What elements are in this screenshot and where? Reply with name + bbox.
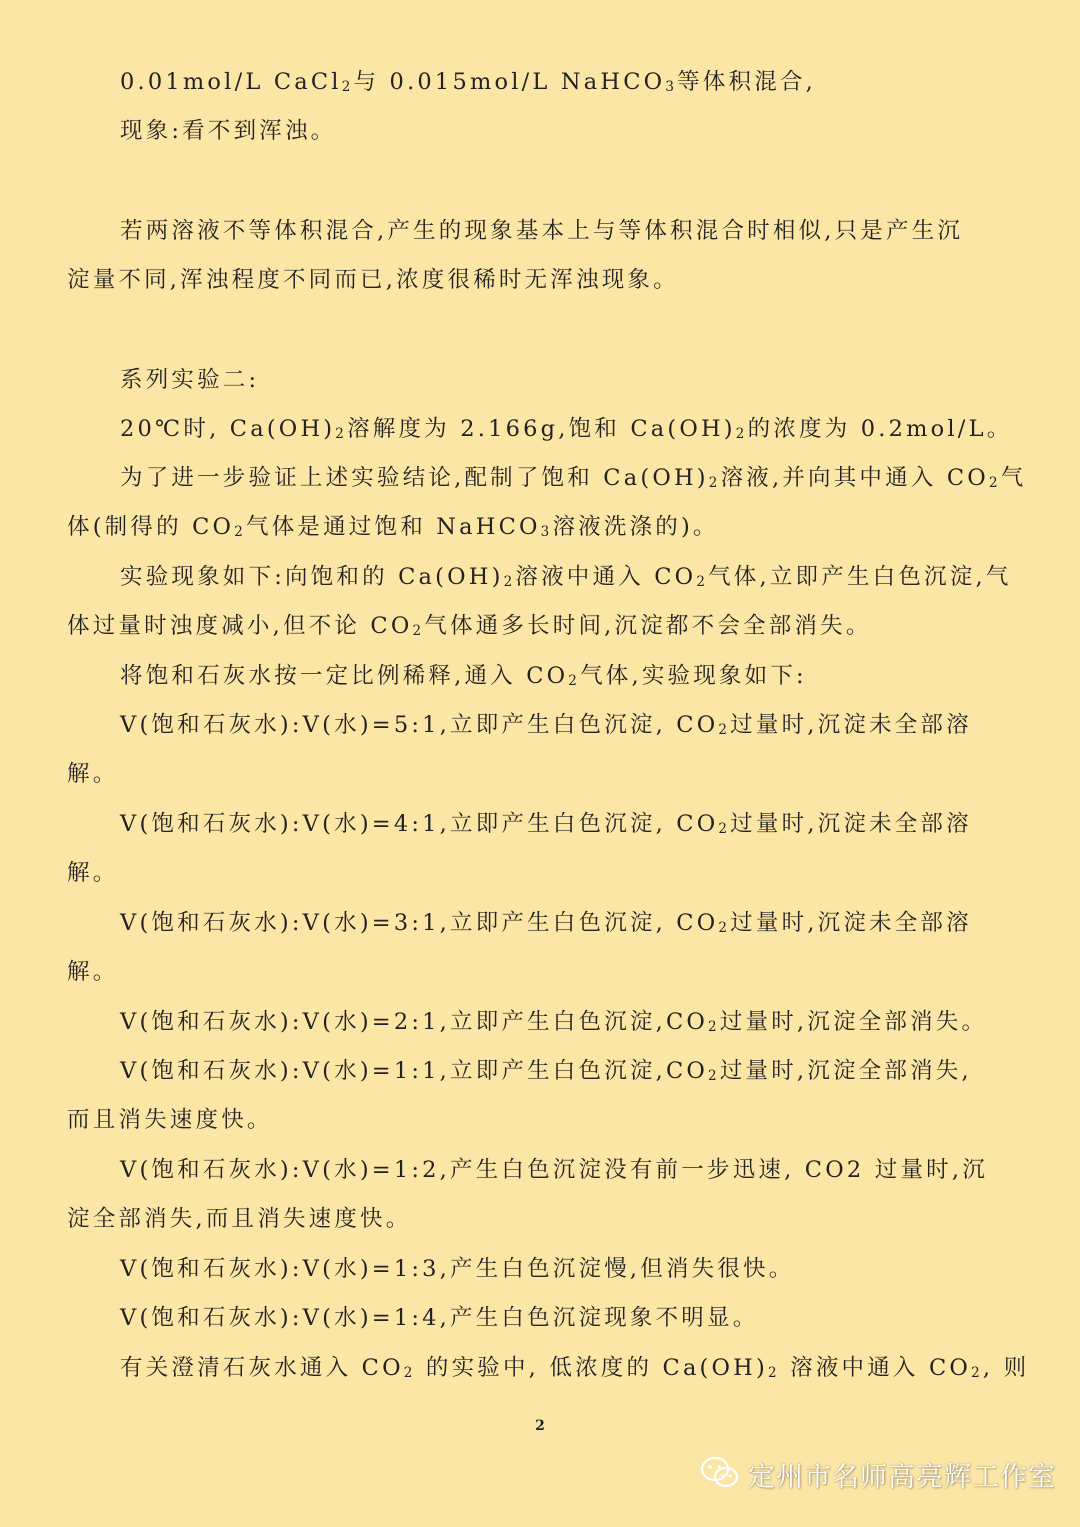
text-segment: V(饱和石灰水):V(水)=3:1,立即产生白色沉淀, CO — [120, 910, 719, 936]
text-line — [120, 216, 1020, 246]
subscript: 2 — [767, 1365, 780, 1381]
text-segment: V(饱和石灰水):V(水)=1:2,产生白色沉淀没有前一步迅速, CO2 过量时,沉 — [120, 1157, 988, 1183]
subscript: 2 — [503, 574, 516, 590]
text-line — [120, 116, 1020, 146]
text-line — [67, 265, 1017, 295]
text-segment: 现象:看不到浑浊。 — [120, 118, 337, 144]
subscript: 2 — [718, 821, 731, 837]
text-segment: 为了进一步验证上述实验结论,配制了饱和 Ca(OH) — [120, 465, 709, 491]
text-segment: 等体积混合, — [677, 69, 816, 95]
subscript: 2 — [708, 1068, 720, 1084]
text-line — [120, 1303, 1020, 1333]
text-line — [67, 957, 1017, 987]
text-segment: 气体通多长时间,沉淀都不会全部消失。 — [424, 613, 872, 639]
text-segment: 而且消失速度快。 — [67, 1107, 273, 1133]
text-line — [120, 463, 1027, 493]
subscript: 2 — [718, 722, 731, 738]
subscript: 2 — [403, 1365, 416, 1381]
subscript: 2 — [988, 475, 1001, 491]
subscript: 2 — [568, 673, 581, 689]
subscript: 2 — [341, 79, 354, 95]
text-line — [67, 611, 1017, 641]
text-segment: V(饱和石灰水):V(水)=1:1,立即产生白色沉淀,CO — [120, 1058, 709, 1084]
text-line — [67, 1105, 1017, 1135]
text-segment: 过量时,沉淀未全部溶 — [730, 910, 972, 936]
text-segment: 系列实验二: — [120, 367, 260, 393]
text-line — [120, 1007, 1020, 1037]
text-segment: 实验现象如下:向饱和的 Ca(OH) — [120, 564, 504, 590]
text-line — [120, 1155, 1020, 1185]
text-segment: 的实验中, 低浓度的 Ca(OH) — [415, 1355, 768, 1381]
text-line — [120, 661, 1020, 691]
watermark — [700, 1455, 1056, 1494]
text-segment: 解。 — [67, 761, 119, 787]
text-segment: 气体,立即产生白色沉淀,气 — [708, 564, 1012, 590]
text-segment: V(饱和石灰水):V(水)=4:1,立即产生白色沉淀, CO — [120, 811, 719, 837]
text-line — [120, 1353, 1030, 1383]
text-segment: 解。 — [67, 959, 119, 985]
text-segment: , 则 — [982, 1355, 1030, 1381]
text-line — [120, 809, 1020, 839]
text-line — [67, 1204, 1017, 1234]
text-line — [67, 759, 1017, 789]
text-line — [120, 710, 1020, 740]
text-segment: 溶液,并向其中通入 CO — [720, 465, 989, 491]
text-segment: 溶液洗涤的)。 — [552, 514, 719, 540]
subscript: 3 — [665, 79, 678, 95]
text-segment: 过量时,沉淀全部消失。 — [719, 1009, 988, 1035]
text-segment: 气体,实验现象如下: — [580, 663, 807, 689]
text-line — [120, 1254, 1020, 1284]
text-segment: 过量时,沉淀未全部溶 — [730, 712, 972, 738]
subscript: 2 — [335, 426, 348, 442]
text-segment: 淀量不同,浑浊程度不同而已,浓度很稀时无浑浊现象。 — [67, 267, 679, 293]
subscript: 2 — [234, 524, 246, 540]
text-segment: V(饱和石灰水):V(水)=2:1,立即产生白色沉淀,CO — [120, 1009, 709, 1035]
watermark-text: 定州市名师高亮辉工作室 — [748, 1462, 1056, 1493]
subscript: 2 — [708, 1019, 720, 1035]
subscript: 2 — [735, 426, 748, 442]
text-segment: 若两溶液不等体积混合,产生的现象基本上与等体积混合时相似,只是产生沉 — [120, 218, 964, 244]
subscript: 3 — [540, 524, 553, 540]
text-line — [120, 908, 1020, 938]
subscript: 2 — [412, 623, 425, 639]
subscript: 2 — [718, 920, 731, 936]
subscript: 2 — [708, 475, 721, 491]
text-segment: 过量时,沉淀全部消失, — [719, 1058, 972, 1084]
text-segment: 体过量时浊度减小,但不论 CO — [67, 613, 413, 639]
text-line — [120, 365, 1020, 395]
text-line — [67, 858, 1017, 888]
text-segment: 体(制得的 CO — [67, 514, 235, 540]
text-line — [120, 414, 1020, 444]
subscript: 2 — [696, 574, 709, 590]
text-segment: 的浓度为 0.2mol/L。 — [747, 416, 1013, 442]
text-segment: V(饱和石灰水):V(水)=5:1,立即产生白色沉淀, CO — [120, 712, 719, 738]
text-segment: 有关澄清石灰水通入 CO — [120, 1355, 404, 1381]
text-segment: 淀全部消失,而且消失速度快。 — [67, 1206, 412, 1232]
text-segment: 0.01mol/L CaCl — [120, 69, 342, 95]
text-segment: 过量时,沉淀未全部溶 — [730, 811, 972, 837]
text-segment: 溶液中通入 CO — [515, 564, 697, 590]
text-line — [120, 562, 1020, 592]
text-line — [120, 67, 1020, 97]
subscript: 2 — [971, 1365, 983, 1381]
wechat-icon — [700, 1456, 740, 1494]
text-segment: V(饱和石灰水):V(水)=1:4,产生白色沉淀现象不明显。 — [120, 1305, 759, 1331]
text-line — [67, 512, 1017, 542]
text-segment: 溶解度为 2.166g,饱和 Ca(OH) — [347, 416, 736, 442]
text-line — [120, 1056, 1020, 1086]
text-segment: 与 0.015mol/L NaHCO — [353, 69, 666, 95]
text-segment: 20℃时, Ca(OH) — [120, 416, 336, 442]
page-number: 2 — [535, 1418, 545, 1434]
text-segment: 气 — [1000, 465, 1027, 491]
text-segment: V(饱和石灰水):V(水)=1:3,产生白色沉淀慢,但消失很快。 — [120, 1256, 795, 1282]
text-segment: 解。 — [67, 860, 119, 886]
text-segment: 将饱和石灰水按一定比例稀释,通入 CO — [120, 663, 569, 689]
text-segment: 溶液中通入 CO — [779, 1355, 972, 1381]
text-segment: 气体是通过饱和 NaHCO — [246, 514, 541, 540]
